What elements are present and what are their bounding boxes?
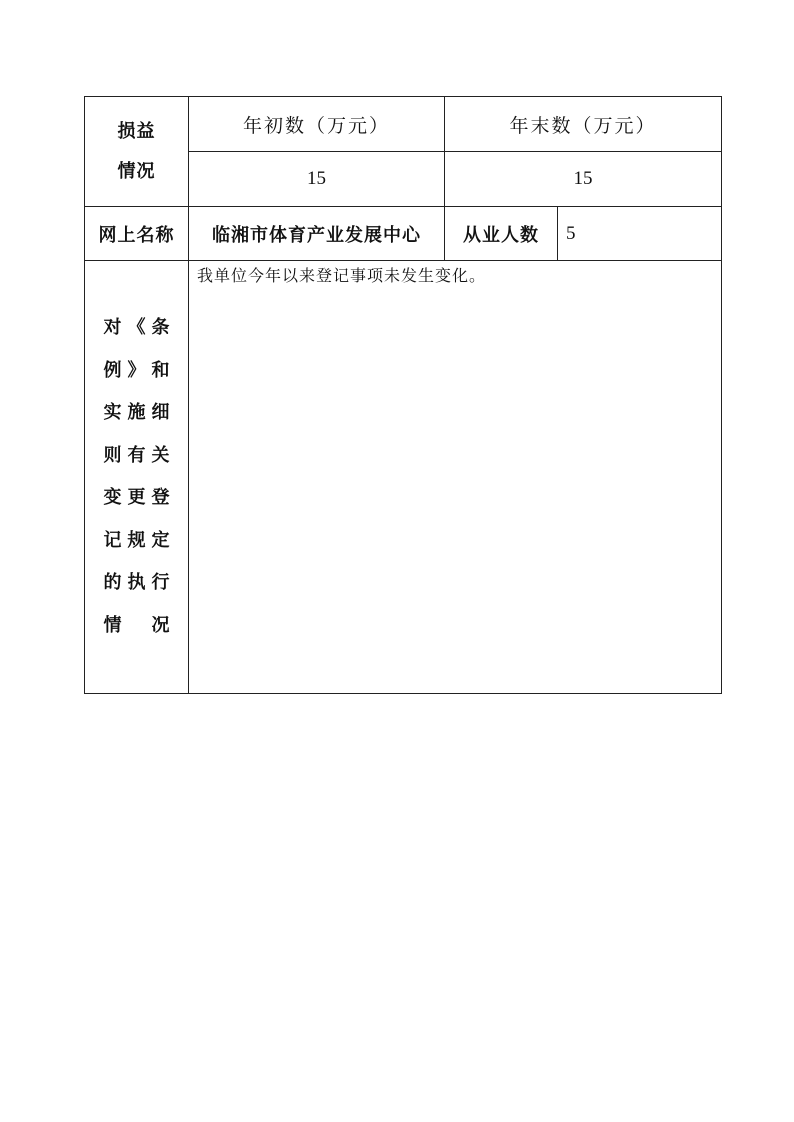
profit-loss-label-line1: 损益 [117, 120, 156, 142]
online-name-label: 网上名称 [85, 207, 189, 261]
online-name-value: 临湘市体育产业发展中心 [189, 207, 445, 261]
year-end-value: 15 [445, 152, 722, 207]
year-end-header: 年末数（万元） [445, 97, 722, 152]
regulation-label-line: 变更登 [103, 487, 170, 508]
staff-count-value: 5 [558, 207, 722, 261]
profit-loss-label-line2: 情况 [117, 160, 156, 182]
regulation-label-line: 例》和 [103, 359, 170, 381]
regulation-label-line: 的执行 [103, 572, 170, 593]
regulation-label-line: 实施细 [103, 402, 170, 423]
regulation-label [104, 307, 170, 647]
year-start-header: 年初数（万元） [189, 97, 445, 152]
profit-loss-label [85, 97, 189, 207]
registration-table [84, 96, 722, 694]
regulation-label-line: 情 况 [103, 614, 170, 636]
regulation-label-line: 则有关 [103, 444, 170, 466]
regulation-label-line: 记规定 [103, 529, 170, 551]
regulation-content: 我单位今年以来登记事项未发生变化。 [189, 261, 722, 694]
regulation-label-line: 对《条 [103, 317, 170, 338]
year-start-value: 15 [189, 152, 445, 207]
staff-count-label: 从业人数 [445, 207, 558, 261]
regulation-label-cell [85, 261, 189, 694]
